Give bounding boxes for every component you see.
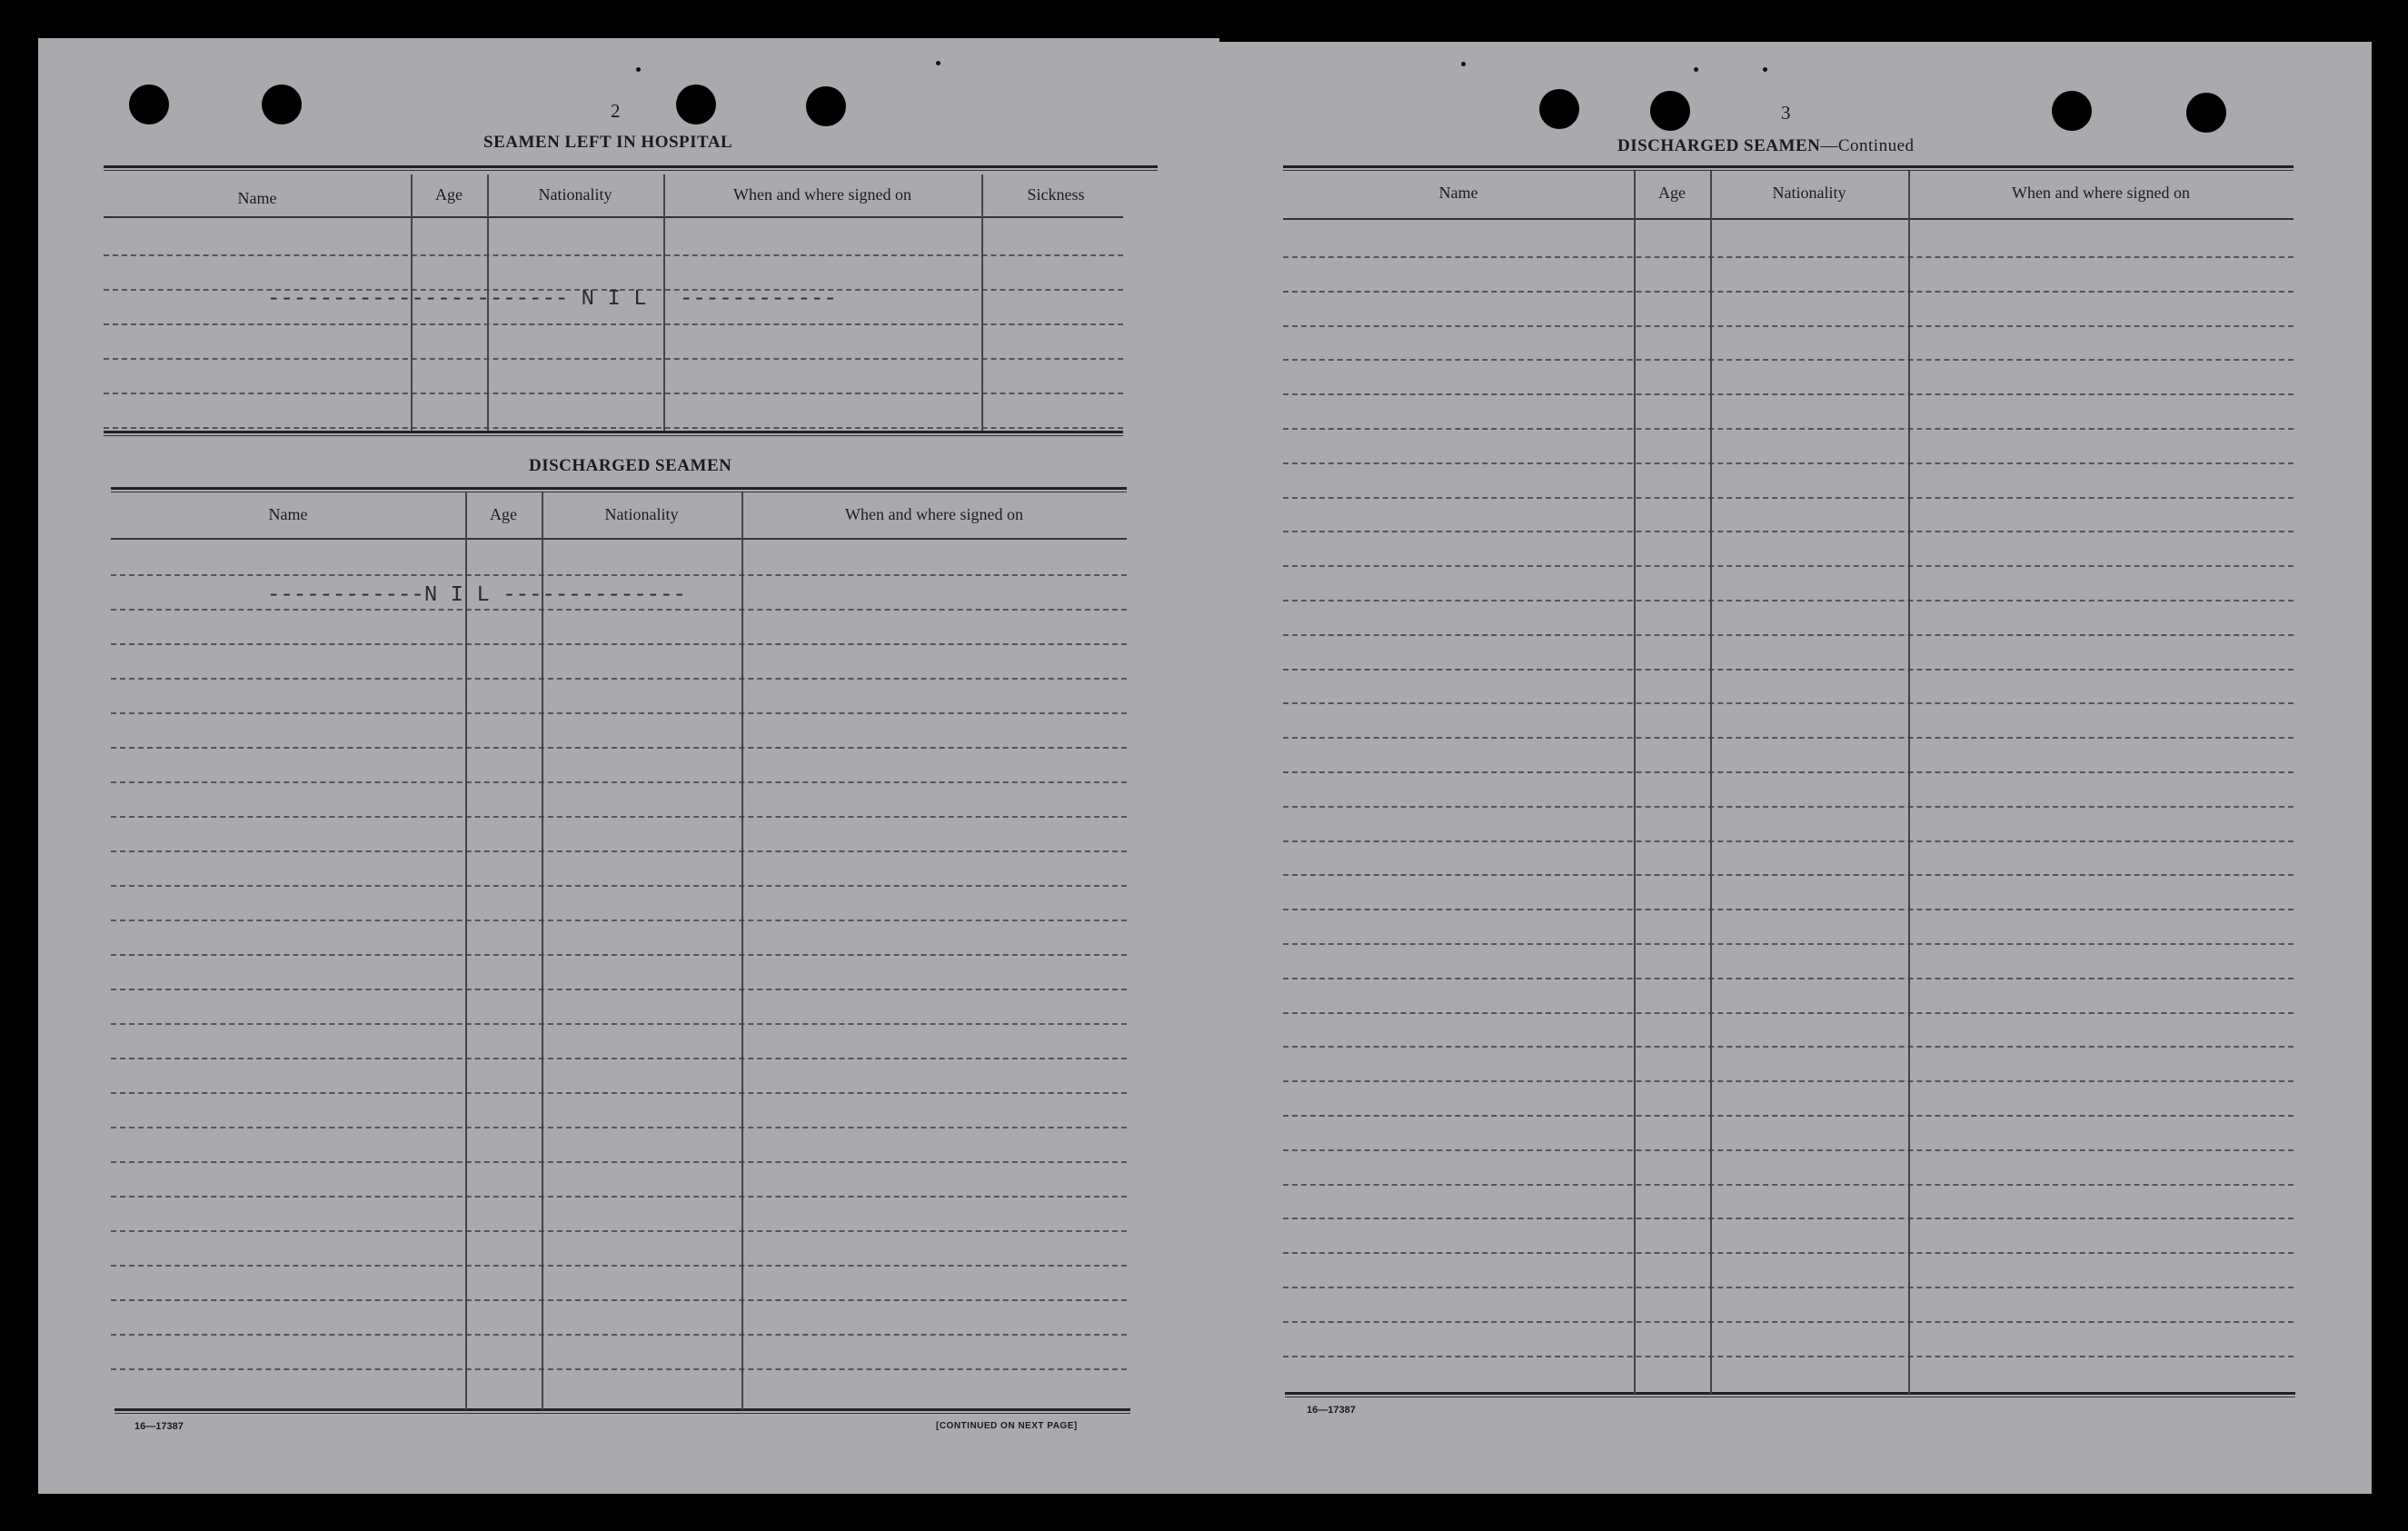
section-title-hospital: SEAMEN LEFT IN HOSPITAL xyxy=(483,133,733,152)
ruled-line xyxy=(1283,462,2294,464)
ruled-line xyxy=(1283,1218,2294,1219)
ruled-line xyxy=(1283,1287,2294,1288)
ruled-line xyxy=(1283,359,2294,361)
ruled-line xyxy=(111,885,1127,887)
punch-hole xyxy=(129,85,169,124)
punch-hole xyxy=(806,86,846,126)
ruled-line xyxy=(1283,1252,2294,1254)
form-number: 16—17387 xyxy=(134,1421,184,1432)
ruled-line xyxy=(111,850,1127,852)
col-header-age: Age xyxy=(490,505,517,523)
ruled-line xyxy=(1283,909,2294,910)
punch-hole xyxy=(676,85,716,124)
ruled-line xyxy=(1283,565,2294,567)
ruled-line xyxy=(1283,978,2294,979)
left-page xyxy=(38,38,1219,1494)
ruled-line xyxy=(1283,771,2294,773)
ruled-line xyxy=(111,1265,1127,1267)
col-header-sickness: Sickness xyxy=(1027,185,1085,204)
ruled-line xyxy=(1283,497,2294,499)
typed-entry-nil: ----------------------- N I L xyxy=(267,287,647,312)
ruled-line xyxy=(1283,1012,2294,1014)
punch-hole xyxy=(1539,89,1579,129)
ruled-line xyxy=(111,920,1127,921)
punch-hole xyxy=(2052,91,2092,131)
col-header-nationality: Nationality xyxy=(1772,184,1846,202)
ruled-line xyxy=(111,1023,1127,1025)
ruled-line xyxy=(1283,531,2294,532)
col-header-signed-on: When and where signed on xyxy=(2012,184,2190,202)
col-header-age: Age xyxy=(1658,184,1686,202)
ruled-line xyxy=(1283,325,2294,327)
page-number: 2 xyxy=(611,100,621,122)
ruled-line xyxy=(1283,1115,2294,1117)
ruled-line xyxy=(111,609,1127,611)
ruled-line xyxy=(1283,393,2294,395)
ruled-line xyxy=(1283,428,2294,430)
ruled-line xyxy=(1283,1080,2294,1082)
ruled-line xyxy=(1283,1321,2294,1323)
col-header-age: Age xyxy=(435,185,463,204)
col-header-signed-on: When and where signed on xyxy=(733,185,911,204)
ruled-line xyxy=(1283,1149,2294,1151)
ruled-line xyxy=(1283,1046,2294,1048)
right-page xyxy=(1219,42,2372,1494)
ruled-line xyxy=(111,1230,1127,1232)
col-header-signed-on: When and where signed on xyxy=(845,505,1023,523)
ruled-line xyxy=(111,1368,1127,1370)
ruled-line xyxy=(1283,737,2294,739)
ruled-line xyxy=(1283,702,2294,704)
section-title-discharged-continued xyxy=(1617,136,1915,156)
punch-hole xyxy=(262,85,302,124)
continued-note: [CONTINUED ON NEXT PAGE] xyxy=(936,1421,1078,1431)
ruled-line xyxy=(1283,669,2294,671)
ruled-line xyxy=(111,1161,1127,1163)
col-header-nationality: Nationality xyxy=(604,505,679,523)
ruled-line xyxy=(111,747,1127,749)
ruled-line xyxy=(1283,256,2294,258)
title-main: DISCHARGED SEAMEN xyxy=(1617,136,1821,155)
ruled-line xyxy=(111,1127,1127,1128)
ruled-line xyxy=(111,1092,1127,1094)
ruled-line xyxy=(111,574,1127,576)
ruled-line xyxy=(1283,600,2294,601)
ruled-line xyxy=(111,712,1127,714)
col-header-name: Name xyxy=(268,505,308,523)
punch-hole xyxy=(1650,91,1690,131)
ruled-line xyxy=(111,1058,1127,1059)
ruled-line xyxy=(111,1196,1127,1198)
col-header-name: Name xyxy=(1438,184,1478,202)
typed-entry-dashes: ------------ xyxy=(680,287,837,312)
col-header-nationality: Nationality xyxy=(538,185,612,204)
title-suffix: —Continued xyxy=(1820,136,1915,155)
ruled-line xyxy=(111,989,1127,990)
ruled-line xyxy=(1283,634,2294,636)
ruled-line xyxy=(111,954,1127,956)
typed-entry-nil: ------------N I L -------------- xyxy=(267,583,686,608)
ruled-line xyxy=(1283,291,2294,293)
ruled-line xyxy=(111,1334,1127,1336)
section-title-discharged: DISCHARGED SEAMEN xyxy=(529,456,732,475)
ruled-line xyxy=(111,678,1127,680)
ruled-line xyxy=(1283,1356,2294,1357)
form-number: 16—17387 xyxy=(1307,1405,1356,1416)
ruled-line xyxy=(111,781,1127,783)
ruled-line xyxy=(1283,840,2294,842)
ruled-line xyxy=(111,1299,1127,1301)
ruled-line xyxy=(1283,806,2294,808)
col-header-name: Name xyxy=(237,189,277,207)
ruled-line xyxy=(1283,1184,2294,1186)
page-number: 3 xyxy=(1781,102,1791,124)
punch-hole xyxy=(2186,93,2226,133)
ruled-line xyxy=(1283,943,2294,945)
ruled-line xyxy=(111,816,1127,818)
ruled-line xyxy=(1283,874,2294,876)
ruled-line xyxy=(111,643,1127,645)
